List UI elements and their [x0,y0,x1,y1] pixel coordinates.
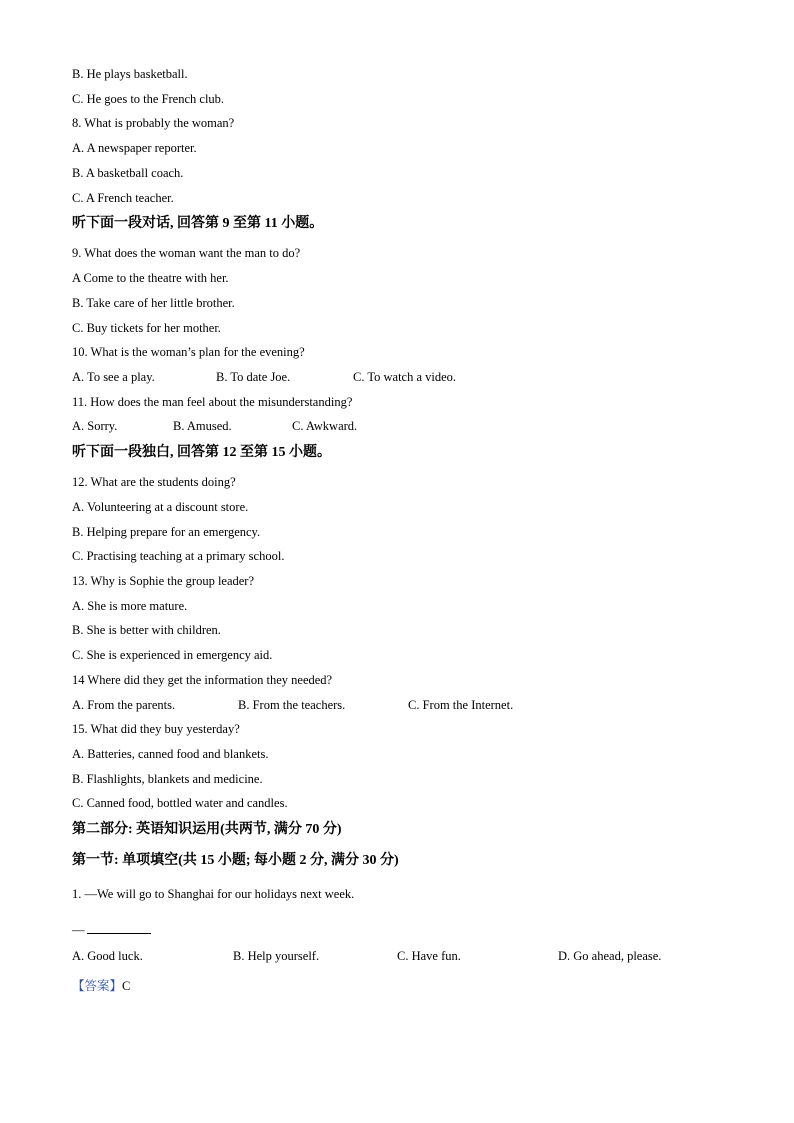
section-one-heading: 第一节: 单项填空(共 15 小题; 每小题 2 分, 满分 30 分) [72,853,399,868]
option-13b: B. She is better with children. [72,623,221,637]
question-13: 13. Why is Sophie the group leader? [72,574,255,588]
option-14b: B. From the teachers. [238,698,346,712]
option-12c: C. Practising teaching at a primary school. [72,549,285,563]
option-1a: A. Good luck. [72,949,143,963]
option-9c: C. Buy tickets for her mother. [72,321,221,335]
answer-blank-line [72,922,151,938]
option-10b: B. To date Joe. [216,370,291,384]
option-8a: A. A newspaper reporter. [72,141,197,155]
blank-underline [87,923,151,934]
blank-dash: — [72,923,85,937]
question-14: 14 Where did they get the information they needed? [72,673,333,687]
option-13a: A. She is more mature. [72,599,188,613]
option-9a: A Come to the theatre with her. [72,271,229,285]
option-11c: C. Awkward. [292,419,358,433]
question-12: 12. What are the students doing? [72,475,236,489]
question-1: 1. —We will go to Shanghai for our holidays next week. [72,887,355,901]
option-11a: A. Sorry. [72,419,118,433]
question-8: 8. What is probably the woman? [72,116,235,130]
option-14c: C. From the Internet. [408,698,514,712]
option-1c: C. Have fun. [397,949,461,963]
option-1b: B. Help yourself. [233,949,320,963]
question-15: 15. What did they buy yesterday? [72,722,240,736]
option-7c: C. He goes to the French club. [72,92,225,106]
option-15a: A. Batteries, canned food and blankets. [72,747,269,761]
answer-line [72,978,130,994]
option-10c: C. To watch a video. [353,370,457,384]
option-12b: B. Helping prepare for an emergency. [72,525,261,539]
option-7b: B. He plays basketball. [72,67,188,81]
option-10a: A. To see a play. [72,370,155,384]
option-15b: B. Flashlights, blankets and medicine. [72,772,263,786]
question-10: 10. What is the woman’s plan for the evening? [72,345,305,359]
option-13c: C. She is experienced in emergency aid. [72,648,273,662]
option-1d: D. Go ahead, please. [558,949,662,963]
option-11b: B. Amused. [173,419,232,433]
section-heading-9-11: 听下面一段对话, 回答第 9 至第 11 小题。 [72,216,324,231]
answer-value: C [122,979,131,993]
question-9: 9. What does the woman want the man to do? [72,246,301,260]
option-15c: C. Canned food, bottled water and candles. [72,796,288,810]
option-12a: A. Volunteering at a discount store. [72,500,249,514]
option-14a: A. From the parents. [72,698,176,712]
answer-tag: 【答案】 [72,979,123,993]
option-8b: B. A basketball coach. [72,166,184,180]
part-two-heading: 第二部分: 英语知识运用(共两节, 满分 70 分) [72,822,342,837]
section-heading-12-15: 听下面一段独白, 回答第 12 至第 15 小题。 [72,445,331,460]
question-11: 11. How does the man feel about the misunderstanding? [72,395,353,409]
option-8c: C. A French teacher. [72,191,174,205]
option-9b: B. Take care of her little brother. [72,296,235,310]
